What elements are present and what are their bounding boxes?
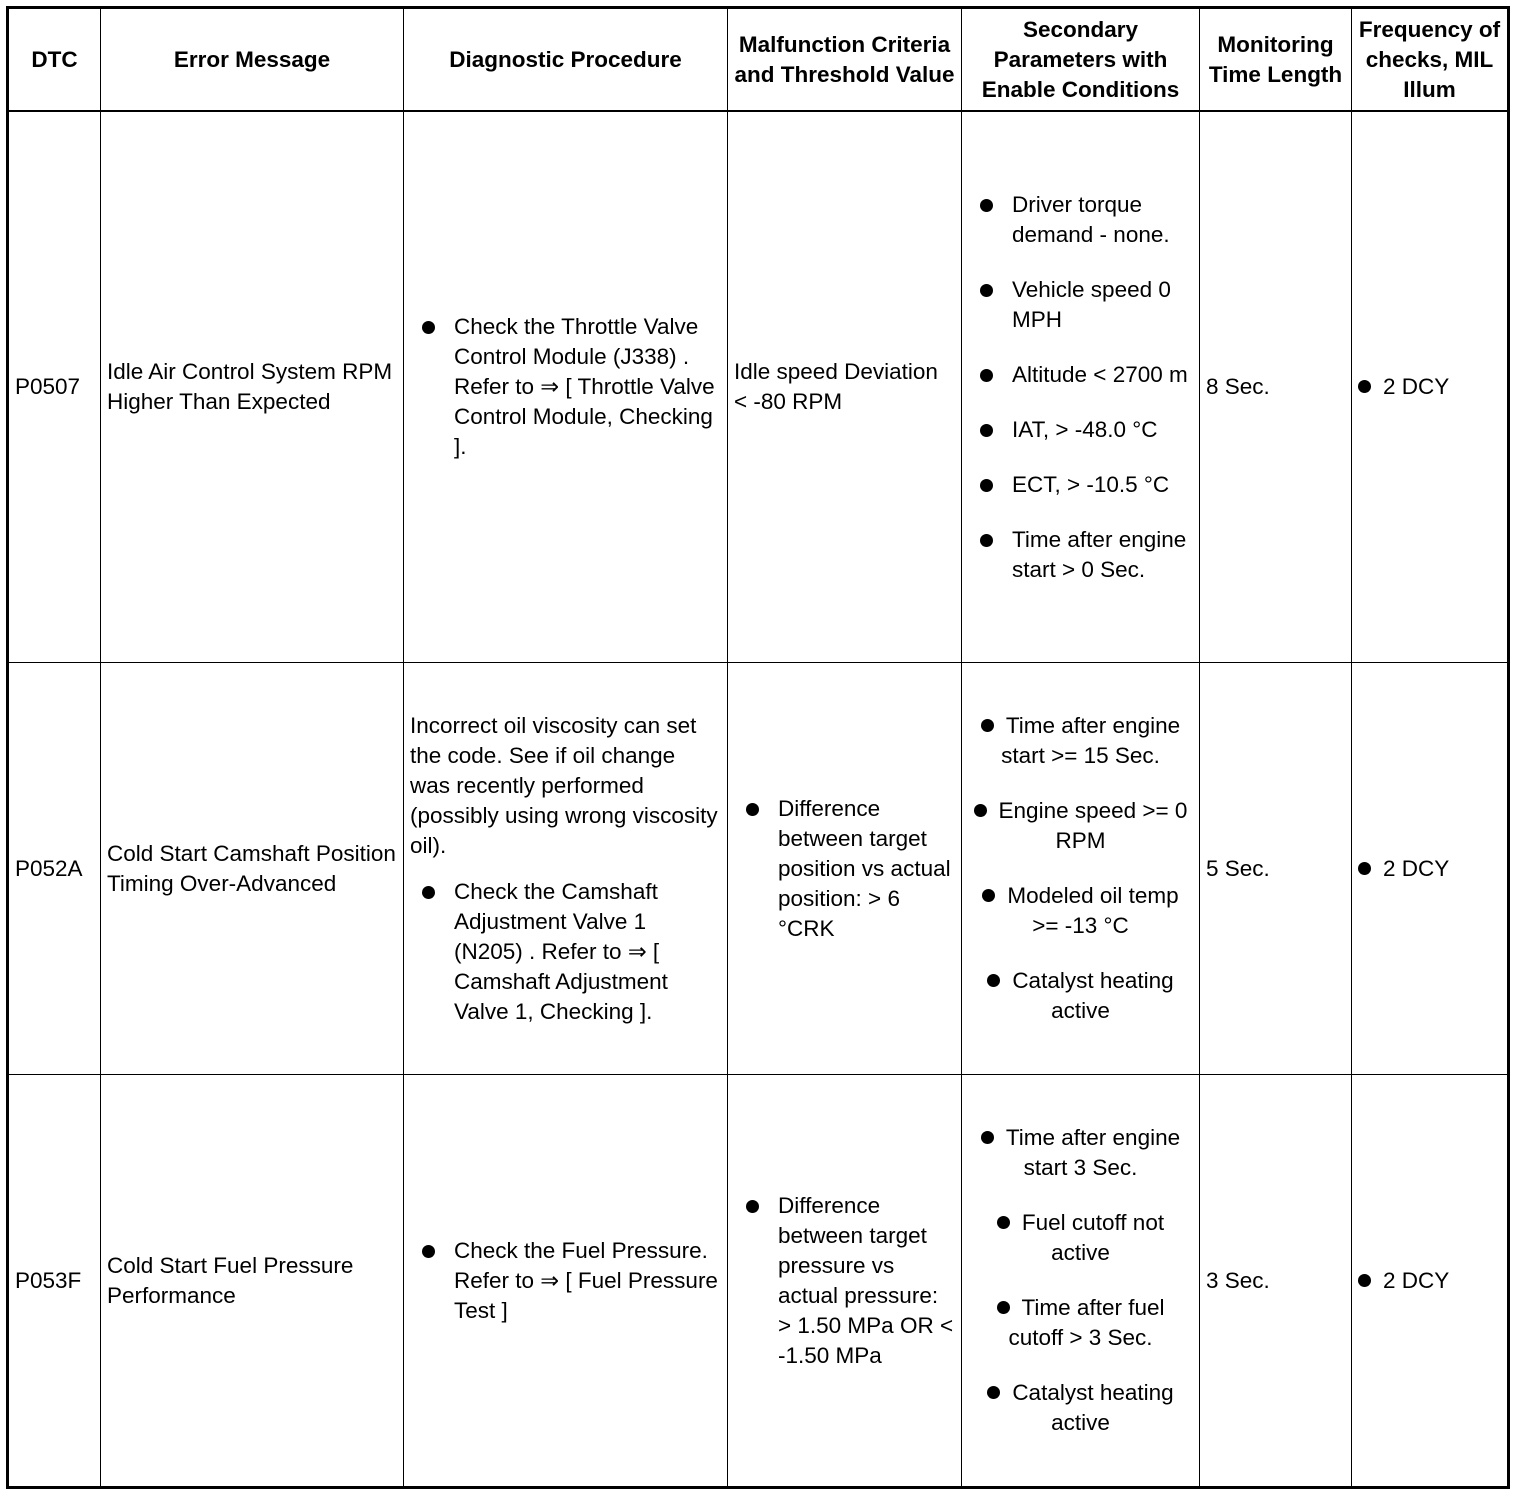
- secondary-parameter: [968, 1293, 1193, 1353]
- secondary-parameter-list: [968, 711, 1193, 1026]
- header-row: [8, 8, 1509, 112]
- secondary-parameter: [968, 1123, 1193, 1183]
- secondary-parameter: [968, 1208, 1193, 1268]
- bullet-icon: [982, 889, 995, 902]
- secondary-parameter: Time after engine start > 0 Sec.: [968, 525, 1193, 585]
- bullet-icon: [987, 1386, 1000, 1399]
- procedure-step: Check the Throttle Valve Control Module (J338) . Refer to ⇒ [ Throttle Valve Control Module, Checking ].: [410, 312, 721, 462]
- secondary-parameter-text: Fuel cutoff not active: [1021, 1210, 1165, 1265]
- secondary-parameter-text: Modeled oil temp >= -13 °C: [1007, 883, 1179, 938]
- table-row: [8, 111, 1509, 663]
- bullet-icon: [997, 1301, 1010, 1314]
- frequency-cell: [1352, 111, 1509, 663]
- secondary-parameter-list: [968, 1123, 1193, 1438]
- monitoring-time: 8 Sec.: [1200, 111, 1352, 663]
- header-malfunction-criteria: Malfunction Criteria and Threshold Value: [728, 8, 962, 112]
- secondary-parameter-text: Catalyst heating active: [1012, 1380, 1174, 1435]
- bullet-icon: [974, 804, 987, 817]
- secondary-parameter-text: Engine speed >= 0 RPM: [998, 798, 1188, 853]
- error-message: Idle Air Control System RPM Higher Than Expected: [101, 111, 404, 663]
- diagnostic-procedure: [404, 663, 728, 1075]
- secondary-parameter-text: Time after engine start >= 15 Sec.: [1001, 713, 1181, 768]
- bullet-icon: [997, 1216, 1010, 1229]
- error-message: Cold Start Camshaft Position Timing Over-Advanced: [101, 663, 404, 1075]
- secondary-parameter: IAT, > -48.0 °C: [968, 415, 1193, 445]
- malfunction-criteria: [728, 1075, 962, 1488]
- header-secondary-parameters: Secondary Parameters with Enable Conditions: [962, 8, 1200, 112]
- header-monitoring-time: Monitoring Time Length: [1200, 8, 1352, 112]
- header-dtc: DTC: [8, 8, 101, 112]
- diagnostic-procedure: [404, 111, 728, 663]
- table-row: [8, 1075, 1509, 1488]
- bullet-icon: [1358, 862, 1371, 875]
- secondary-parameter: [968, 881, 1193, 941]
- procedure-step: Check the Fuel Pressure. Refer to ⇒ [ Fuel Pressure Test ]: [410, 1236, 721, 1326]
- header-error-message: Error Message: [101, 8, 404, 112]
- procedure-list: [410, 1236, 721, 1326]
- secondary-parameter: Driver torque demand - none.: [968, 190, 1193, 250]
- criteria-item: Difference between target pressure vs actual pressure: > 1.50 MPa OR < -1.50 MPa: [734, 1191, 955, 1371]
- criteria-item: Difference between target position vs actual position: > 6 °CRK: [734, 794, 955, 944]
- frequency-value: 2 DCY: [1383, 374, 1450, 399]
- header-frequency: Frequency of checks, MIL Illum: [1352, 8, 1509, 112]
- secondary-parameters: [962, 111, 1200, 663]
- dtc-table: [6, 6, 1510, 1489]
- procedure-list: [410, 312, 721, 462]
- criteria-list: [734, 1191, 955, 1371]
- secondary-parameter-list: [968, 190, 1193, 585]
- frequency-value: 2 DCY: [1383, 855, 1450, 881]
- bullet-icon: [981, 1131, 994, 1144]
- bullet-icon: [1358, 1274, 1371, 1287]
- secondary-parameters: [962, 1075, 1200, 1488]
- error-message: Cold Start Fuel Pressure Performance: [101, 1075, 404, 1488]
- secondary-parameter: [968, 711, 1193, 771]
- criteria-list: [734, 794, 955, 944]
- diagnostic-procedure: [404, 1075, 728, 1488]
- bullet-icon: [987, 974, 1000, 987]
- monitoring-time: 3 Sec.: [1200, 1075, 1352, 1488]
- table-row: [8, 663, 1509, 1075]
- procedure-step: Check the Camshaft Adjustment Valve 1 (N205) . Refer to ⇒ [ Camshaft Adjustment Valve 1, Checking ].: [410, 877, 721, 1027]
- secondary-parameters: [962, 663, 1200, 1075]
- secondary-parameter: ECT, > -10.5 °C: [968, 470, 1193, 500]
- frequency-value: 2 DCY: [1383, 1267, 1450, 1293]
- procedure-list: [410, 877, 721, 1027]
- secondary-parameter: [968, 1378, 1193, 1438]
- bullet-icon: [1358, 380, 1371, 393]
- frequency-cell: [1352, 663, 1509, 1075]
- header-diagnostic-procedure: Diagnostic Procedure: [404, 8, 728, 112]
- dtc-code: P053F: [8, 1075, 101, 1488]
- procedure-note: Incorrect oil viscosity can set the code. See if oil change was recently performed (possibly using wrong viscosity oil).: [410, 712, 718, 858]
- bullet-icon: [981, 719, 994, 732]
- malfunction-criteria: Idle speed Deviation < -80 RPM: [728, 111, 962, 663]
- frequency-cell: [1352, 1075, 1509, 1488]
- secondary-parameter-text: Time after engine start 3 Sec.: [1005, 1125, 1181, 1180]
- secondary-parameter-text: Catalyst heating active: [1012, 968, 1174, 1023]
- secondary-parameter: Altitude < 2700 m: [968, 360, 1193, 390]
- dtc-code: P0507: [8, 111, 101, 663]
- malfunction-criteria: [728, 663, 962, 1075]
- secondary-parameter: Vehicle speed 0 MPH: [968, 275, 1193, 335]
- secondary-parameter-text: Time after fuel cutoff > 3 Sec.: [1008, 1295, 1165, 1350]
- monitoring-time: 5 Sec.: [1200, 663, 1352, 1075]
- dtc-table-sheet: [6, 6, 1510, 1489]
- secondary-parameter: [968, 966, 1193, 1026]
- secondary-parameter: [968, 796, 1193, 856]
- dtc-code: P052A: [8, 663, 101, 1075]
